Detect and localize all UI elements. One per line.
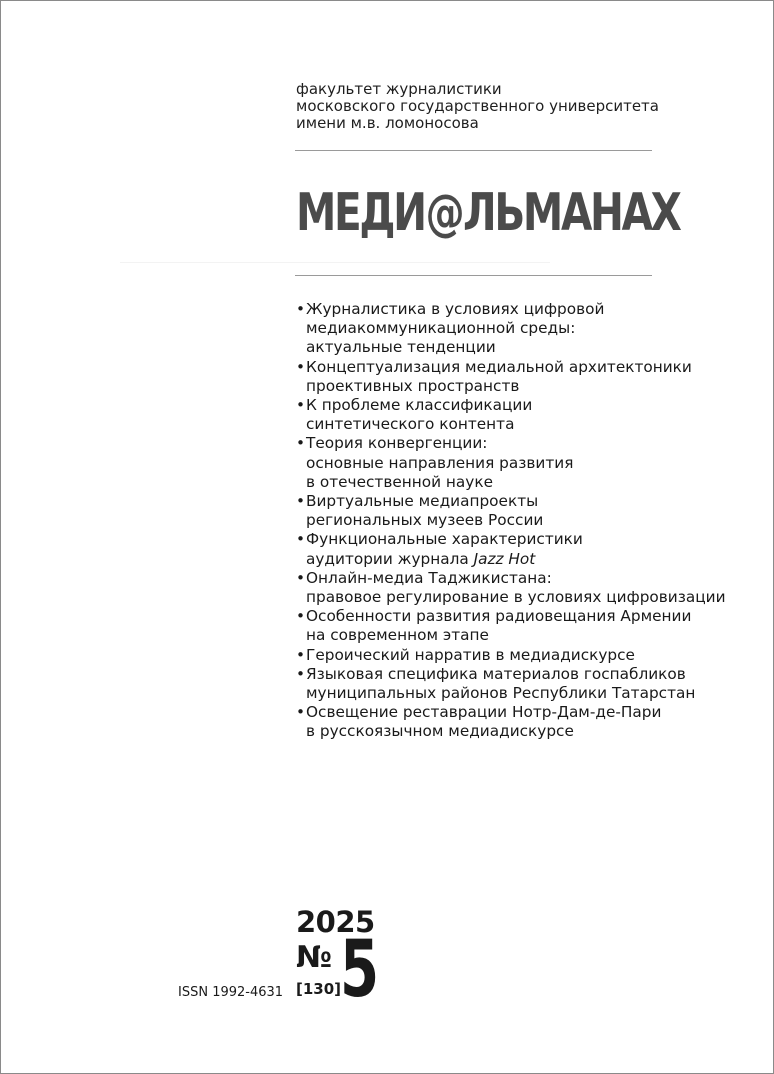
toc-line-text: Функциональные характеристики <box>306 530 583 549</box>
bottom-divider <box>295 275 652 276</box>
toc-item <box>296 434 756 492</box>
issue-number: 5 <box>340 925 380 1015</box>
toc-line-text: Героический нарратив в медиадискурсе <box>306 645 635 664</box>
toc-line-text: Концептуализация медиальной архитектоники <box>306 357 692 376</box>
toc-line-text: правовое регулирование в условиях цифровизации <box>306 588 726 607</box>
faint-divider <box>120 262 550 263</box>
toc-line-text: Виртуальные медиапроекты <box>306 492 539 511</box>
toc-item <box>296 396 756 434</box>
publisher-line: московского государственного университета <box>296 97 659 115</box>
toc-line <box>306 473 756 492</box>
toc-line-text: Языковая специфика материалов госпабликов <box>306 664 686 683</box>
journal-logo <box>296 181 680 245</box>
toc-line-text: в русскоязычном медиадискурсе <box>306 722 574 741</box>
toc-line <box>306 434 756 453</box>
table-of-contents <box>296 300 756 742</box>
toc-line <box>306 415 756 434</box>
toc-line-text: Теория конвергенции: <box>306 434 488 453</box>
issn-label: ISSN 1992-4631 <box>178 985 284 1000</box>
toc-line-text: Освещение реставрации Нотр-Дам-де-Пари <box>306 703 662 722</box>
toc-line <box>306 607 756 626</box>
toc-italic-title: Jazz Hot <box>473 549 536 568</box>
toc-line <box>306 626 756 645</box>
toc-line <box>306 358 756 377</box>
toc-item <box>296 530 756 568</box>
toc-line <box>306 588 756 607</box>
toc-item <box>296 607 756 645</box>
publisher-block <box>296 81 736 132</box>
toc-line-text: К проблеме классификации <box>306 396 533 415</box>
toc-line <box>306 569 756 588</box>
toc-line-text: актуальные тенденции <box>306 338 496 357</box>
toc-item <box>296 358 756 396</box>
toc-line <box>306 511 756 530</box>
toc-item <box>296 492 756 530</box>
toc-item <box>296 300 756 358</box>
toc-line-text: медиакоммуникационной среды: <box>306 319 576 338</box>
toc-item <box>296 665 756 703</box>
toc-line <box>306 722 756 741</box>
publisher-line: имени м.в. ломоносова <box>296 114 479 132</box>
toc-line-text: на современном этапе <box>306 626 489 645</box>
toc-line <box>306 377 756 396</box>
issue-total-number: [130] <box>296 980 342 998</box>
logo-text-start: МЕДИ <box>296 183 425 243</box>
toc-item <box>296 703 756 741</box>
toc-line <box>306 665 756 684</box>
toc-line <box>306 684 756 703</box>
toc-line-text: региональных музеев России <box>306 511 544 530</box>
toc-line <box>306 454 756 473</box>
toc-line <box>306 703 756 722</box>
issue-year: 2025 <box>296 905 375 939</box>
toc-line <box>306 396 756 415</box>
publisher-line: факультет журналистики <box>296 80 502 98</box>
toc-item <box>296 646 756 665</box>
logo-text-end: ЛЬМАНАХ <box>463 183 680 243</box>
toc-line-text: аудитории журнала <box>306 549 474 568</box>
toc-line <box>306 300 756 319</box>
logo-at-icon: @ <box>425 184 463 242</box>
toc-line-text: проективных пространств <box>306 376 520 395</box>
toc-line-text: синтетического контента <box>306 415 515 434</box>
number-sign: № <box>296 940 333 975</box>
toc-line <box>306 646 756 665</box>
toc-line-text: Онлайн-медиа Таджикистана: <box>306 568 552 587</box>
toc-item <box>296 569 756 607</box>
toc-line-text: Журналистика в условиях цифровой <box>306 300 605 318</box>
toc-line <box>306 319 756 338</box>
toc-line-text: муниципальных районов Республики Татарстан <box>306 684 696 703</box>
toc-line <box>306 338 756 357</box>
toc-line-text: в отечественной науке <box>306 472 493 491</box>
toc-line <box>306 550 756 569</box>
toc-line-text: основные направления развития <box>306 453 574 472</box>
toc-line-text: Особенности развития радиовещания Армении <box>306 607 692 626</box>
toc-line <box>306 492 756 511</box>
top-divider <box>295 150 652 151</box>
toc-line <box>306 530 756 549</box>
